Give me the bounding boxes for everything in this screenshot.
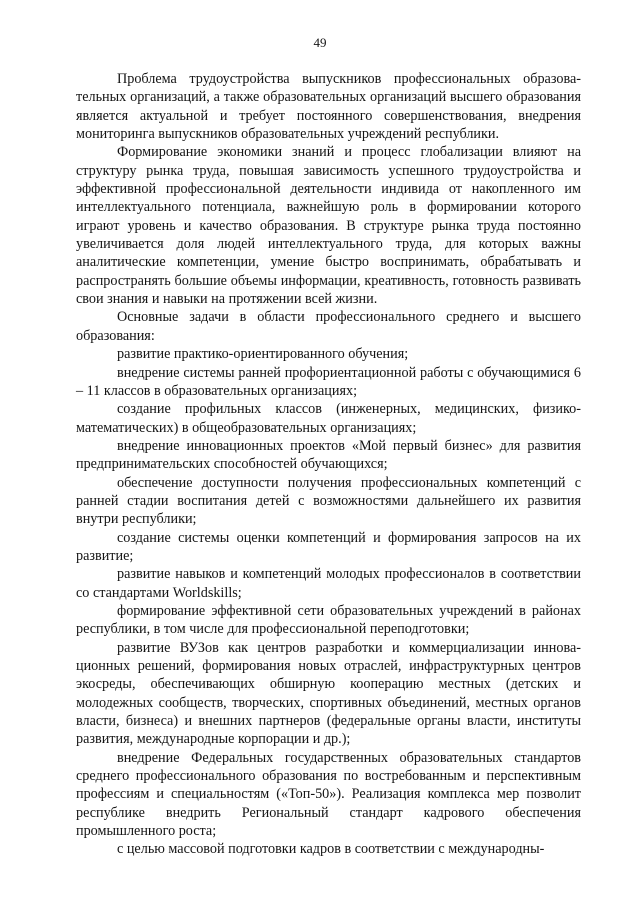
list-item: создание системы оценки компетенций и формирования запросов на их развитие; [76,529,581,564]
list-item: внедрение инновационных проектов «Мой первый бизнес» для развития предпринимательских способностей обучающихся; [76,437,581,473]
list-item: обеспечение доступности получения профессиональных компетенций с ранней стадии воспитания детей с возможностями дальнейшего их развития внутри республики; [76,474,581,528]
paragraph: Формирование экономики знаний и процесс глобализации влияют на структуру рынка труда, повышая зависимость успешного трудоустройства и эффективной профессиональной деятельности индивида от накопленного им интеллектуального потенциала, важнейшую роль в формировании которого играют уровень и качество образования. В структуре рынка труда постоянно увеличивается доля людей интеллектуального труда, для которых важны аналитические компетенции, умение быстро воспринимать, обрабатывать и распространять большие объемы информации, креативность, готовность развивать свои знания и навыки на протяжении всей жизни. [76,144,581,308]
paragraph: Основные задачи в области профессионального среднего и высшего образования: [76,309,581,344]
list-item: развитие навыков и компетенций молодых профессионалов в соответствии со стандартами Worldskills; [76,566,581,601]
list-item: создание профильных классов (инженерных, медицинских, физико-математических) в общеобразовательных организациях; [76,401,581,436]
list-item: развитие ВУЗов как центров разработки и коммерциализации инновационных решений, формирования новых отраслей, инфраструктурных центров экосреды, обеспечивающих обширную кооперацию местных (детских и молодежных сообществ, творческих, спортивных объединений, местных органов власти, бизнеса) и внешних партнеров (федеральные органы власти, институты развития, международные корпорации и др.); [76,639,581,748]
list-item: внедрение Федеральных государственных образовательных стандартов среднего профессионального образования по востребованным и перспективным профессиям и специальностям («Топ-50»). Реализация комплекса мер позволит республике внедрить Региональный стандарт кадрового обеспечения промышленного роста; [76,749,581,840]
list-item: развитие практико-ориентированного обучения; [117,346,409,363]
list-item: с целью массовой подготовки кадров в соответствии с международны- [117,841,545,858]
paragraph: Проблема трудоустройства выпускников профессиональных образовательных организаций, а также образовательных организаций высшего образования является актуальной и требует постоянного совершенствования, внедрения мониторинга выпускников образовательных учреждений республики. [76,71,581,143]
list-item: внедрение системы ранней профориентационной работы с обучающимися 6 – 11 классов в образовательных организациях; [76,364,581,399]
page-number: 49 [313,35,327,50]
list-item: формирование эффективной сети образовательных учреждений в районах республики, в том числе для профессиональной переподготовки; [76,602,581,638]
document-body [76,70,581,859]
